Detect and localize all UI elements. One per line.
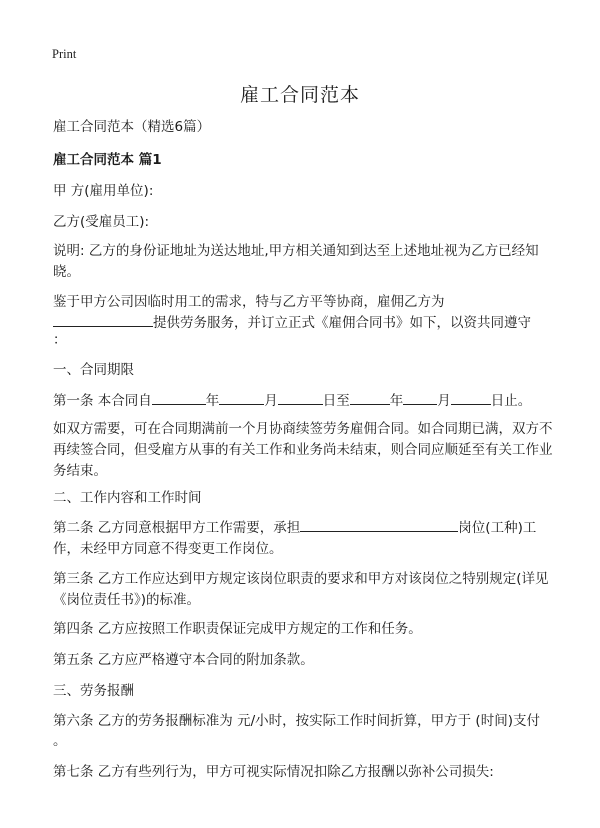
article-1-start: 第一条 本合同自 <box>53 393 152 409</box>
preamble-line-1: 鉴于甲方公司因临时用工的需求，特与乙方平等协商，雇佣乙方为 <box>53 294 445 310</box>
end-year-blank <box>350 391 390 405</box>
article-5: 第五条 乙方应严格遵守本合同的附加条款。 <box>53 652 314 668</box>
article-6-line-1: 第六条 乙方的劳务报酬标准为 元/小时，按实际工作时间折算，甲方于 (时间)支付 <box>53 713 540 729</box>
end-day-blank <box>451 391 491 405</box>
article-2-position: 岗位(工种)工 <box>458 520 537 536</box>
party-b-line: 乙方(受雇员工): <box>53 214 150 230</box>
preamble-line-3: ： <box>53 332 67 348</box>
article-1-year: 年 <box>205 393 220 409</box>
preamble-line-2-text: 提供劳务服务，并订立正式《雇佣合同书》如下，以资共同遵守 <box>153 315 531 331</box>
article-7: 第七条 乙方有些列行为，甲方可视实际情况扣除乙方报酬以弥补公司损失: <box>53 764 494 780</box>
article-4: 第四条 乙方应按照工作职责保证完成甲方规定的工作和任务。 <box>53 621 422 637</box>
renewal-paragraph: 如双方需要，可在合同期满前一个月协商续签劳务雇佣合同。如合同期已满，双方不再续签合同，但受雇方从事的有关工作和业务尚未结束，则合同应顺延至有关工作业务结束。 <box>53 421 553 479</box>
heading-contract-term: 一、合同期限 <box>53 362 134 378</box>
document-subtitle: 雇工合同范本（精选6篇） <box>53 119 211 135</box>
position-blank <box>300 518 458 532</box>
article-6-line-2: 。 <box>53 733 67 749</box>
note-paragraph: 说明: 乙方的身份证地址为送达地址,甲方相关通知到达至上述地址视为乙方已经知晓。 <box>53 243 539 280</box>
article-2-line-1 <box>53 518 553 539</box>
section-title: 雇工合同范本 篇1 <box>53 152 162 168</box>
start-year-blank <box>152 391 206 405</box>
heading-work-content: 二、工作内容和工作时间 <box>53 490 202 506</box>
start-day-blank <box>278 391 323 405</box>
end-month-blank <box>403 391 437 405</box>
article-1-day-end: 日止。 <box>490 393 532 409</box>
print-label: Print <box>52 47 77 61</box>
article-1 <box>53 391 553 412</box>
heading-remuneration: 三、劳务报酬 <box>53 683 134 699</box>
article-2-line-2: 作，未经甲方同意不得变更工作岗位。 <box>53 541 283 557</box>
article-1-month-2: 月 <box>437 393 451 409</box>
start-month-blank <box>219 391 264 405</box>
document-title: 雇工合同范本 <box>239 84 360 106</box>
article-1-day-to: 日至 <box>322 393 350 409</box>
party-a-line: 甲 方(雇用单位): <box>53 183 154 199</box>
article-3: 第三条 乙方工作应达到甲方规定该岗位职责的要求和甲方对该岗位之特别规定(详见《岗位责任书》)的标准。 <box>53 571 549 608</box>
article-1-month: 月 <box>264 393 278 409</box>
preamble-blank <box>53 313 153 327</box>
article-2-start: 第二条 乙方同意根据甲方工作需要，承担 <box>53 520 301 536</box>
article-1-year-2: 年 <box>389 393 404 409</box>
